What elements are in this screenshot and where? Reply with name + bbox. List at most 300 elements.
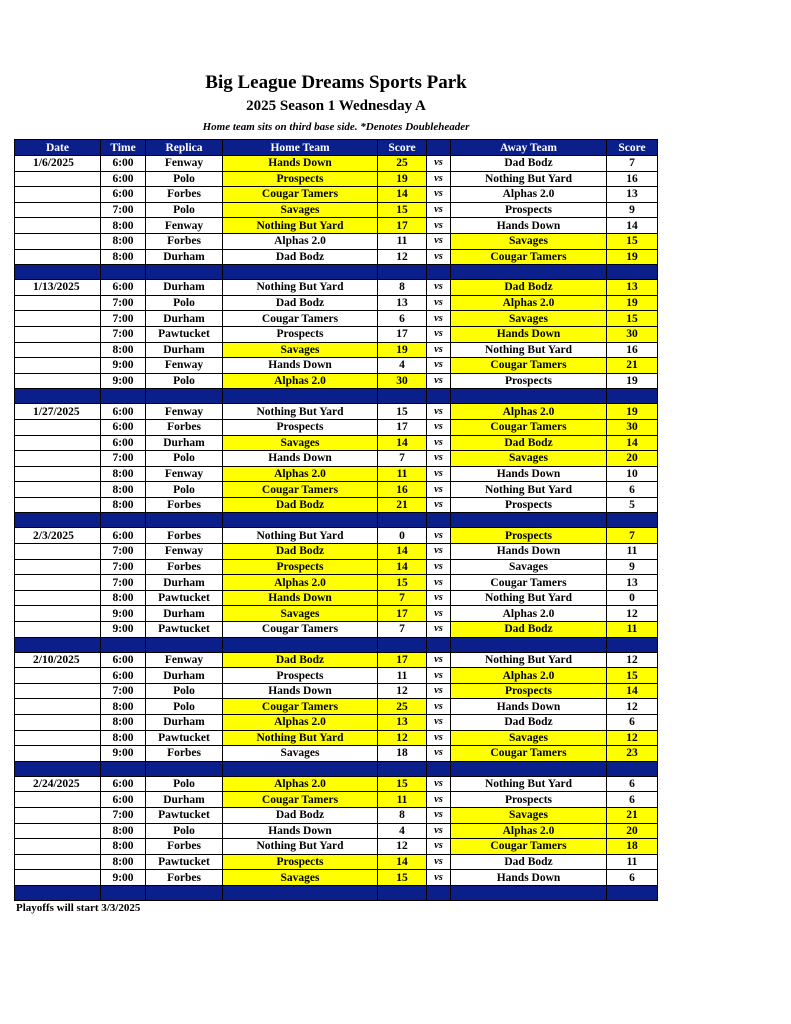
away-score-cell: 7 xyxy=(607,528,658,544)
week-separator xyxy=(15,513,658,528)
vs-cell: vs xyxy=(427,792,451,808)
vs-cell: vs xyxy=(427,544,451,560)
separator-cell xyxy=(451,389,607,404)
time-cell: 8:00 xyxy=(101,482,146,498)
separator-cell xyxy=(223,637,378,652)
replica-cell: Forbes xyxy=(146,419,223,435)
vs-cell: vs xyxy=(427,171,451,187)
vs-cell: vs xyxy=(427,342,451,358)
replica-cell: Forbes xyxy=(146,746,223,762)
date-cell: 2/24/2025 xyxy=(15,776,101,792)
vs-cell: vs xyxy=(427,683,451,699)
date-cell xyxy=(15,807,101,823)
time-cell: 6:00 xyxy=(101,668,146,684)
week-separator xyxy=(15,761,658,776)
separator-cell xyxy=(607,389,658,404)
date-cell xyxy=(15,683,101,699)
home-score-cell: 8 xyxy=(378,807,427,823)
header-date: Date xyxy=(15,140,101,156)
vs-cell: vs xyxy=(427,451,451,467)
time-cell: 6:00 xyxy=(101,776,146,792)
home-team-cell: Hands Down xyxy=(223,683,378,699)
replica-cell: Durham xyxy=(146,280,223,296)
away-score-cell: 13 xyxy=(607,280,658,296)
game-row xyxy=(15,202,658,218)
home-score-cell: 17 xyxy=(378,419,427,435)
separator-cell xyxy=(223,513,378,528)
replica-cell: Durham xyxy=(146,668,223,684)
time-cell: 9:00 xyxy=(101,373,146,389)
vs-cell: vs xyxy=(427,528,451,544)
time-cell: 6:00 xyxy=(101,435,146,451)
header-row xyxy=(15,140,658,156)
vs-cell: vs xyxy=(427,419,451,435)
time-cell: 6:00 xyxy=(101,280,146,296)
time-cell: 9:00 xyxy=(101,622,146,638)
separator-cell xyxy=(223,885,378,900)
separator-cell xyxy=(146,637,223,652)
game-row xyxy=(15,311,658,327)
away-score-cell: 6 xyxy=(607,792,658,808)
date-cell xyxy=(15,295,101,311)
time-cell: 7:00 xyxy=(101,451,146,467)
away-score-cell: 14 xyxy=(607,218,658,234)
time-cell: 9:00 xyxy=(101,870,146,886)
home-score-cell: 19 xyxy=(378,171,427,187)
separator-cell xyxy=(101,513,146,528)
game-row xyxy=(15,606,658,622)
home-team-cell: Savages xyxy=(223,746,378,762)
home-score-cell: 12 xyxy=(378,839,427,855)
separator-cell xyxy=(146,265,223,280)
away-score-cell: 0 xyxy=(607,590,658,606)
home-score-cell: 0 xyxy=(378,528,427,544)
home-score-cell: 17 xyxy=(378,652,427,668)
vs-cell: vs xyxy=(427,295,451,311)
home-score-cell: 14 xyxy=(378,544,427,560)
time-cell: 6:00 xyxy=(101,419,146,435)
game-row xyxy=(15,575,658,591)
home-team-cell: Dad Bodz xyxy=(223,497,378,513)
date-cell xyxy=(15,358,101,374)
replica-cell: Fenway xyxy=(146,652,223,668)
separator-cell xyxy=(101,885,146,900)
date-cell xyxy=(15,311,101,327)
home-team-cell: Nothing But Yard xyxy=(223,730,378,746)
home-score-cell: 14 xyxy=(378,435,427,451)
home-team-cell: Alphas 2.0 xyxy=(223,233,378,249)
home-team-cell: Prospects xyxy=(223,326,378,342)
home-team-cell: Alphas 2.0 xyxy=(223,373,378,389)
home-score-cell: 12 xyxy=(378,683,427,699)
away-score-cell: 20 xyxy=(607,451,658,467)
game-row xyxy=(15,652,658,668)
vs-cell: vs xyxy=(427,358,451,374)
date-cell xyxy=(15,668,101,684)
vs-cell: vs xyxy=(427,746,451,762)
home-team-cell: Prospects xyxy=(223,668,378,684)
away-score-cell: 11 xyxy=(607,854,658,870)
home-score-cell: 13 xyxy=(378,295,427,311)
away-score-cell: 6 xyxy=(607,482,658,498)
home-team-cell: Nothing But Yard xyxy=(223,528,378,544)
week-separator xyxy=(15,885,658,900)
replica-cell: Polo xyxy=(146,776,223,792)
away-team-cell: Nothing But Yard xyxy=(451,342,607,358)
separator-cell xyxy=(223,265,378,280)
time-cell: 7:00 xyxy=(101,202,146,218)
vs-cell: vs xyxy=(427,776,451,792)
home-team-cell: Hands Down xyxy=(223,358,378,374)
game-row xyxy=(15,683,658,699)
date-cell: 2/10/2025 xyxy=(15,652,101,668)
separator-cell xyxy=(451,513,607,528)
home-score-cell: 21 xyxy=(378,497,427,513)
date-cell xyxy=(15,342,101,358)
time-cell: 6:00 xyxy=(101,792,146,808)
game-row xyxy=(15,668,658,684)
home-score-cell: 14 xyxy=(378,187,427,203)
away-team-cell: Cougar Tamers xyxy=(451,839,607,855)
time-cell: 8:00 xyxy=(101,823,146,839)
vs-cell: vs xyxy=(427,311,451,327)
away-team-cell: Alphas 2.0 xyxy=(451,404,607,420)
away-score-cell: 12 xyxy=(607,699,658,715)
vs-cell: vs xyxy=(427,187,451,203)
date-cell xyxy=(15,559,101,575)
away-team-cell: Alphas 2.0 xyxy=(451,823,607,839)
away-team-cell: Nothing But Yard xyxy=(451,590,607,606)
replica-cell: Durham xyxy=(146,715,223,731)
away-team-cell: Cougar Tamers xyxy=(451,358,607,374)
replica-cell: Pawtucket xyxy=(146,590,223,606)
game-row xyxy=(15,544,658,560)
separator-cell xyxy=(15,265,101,280)
date-cell xyxy=(15,699,101,715)
away-team-cell: Alphas 2.0 xyxy=(451,606,607,622)
home-team-cell: Hands Down xyxy=(223,590,378,606)
away-team-cell: Nothing But Yard xyxy=(451,482,607,498)
game-row xyxy=(15,482,658,498)
home-team-cell: Cougar Tamers xyxy=(223,482,378,498)
home-score-cell: 6 xyxy=(378,311,427,327)
time-cell: 8:00 xyxy=(101,699,146,715)
away-team-cell: Dad Bodz xyxy=(451,715,607,731)
replica-cell: Pawtucket xyxy=(146,326,223,342)
away-team-cell: Prospects xyxy=(451,528,607,544)
away-score-cell: 6 xyxy=(607,870,658,886)
replica-cell: Pawtucket xyxy=(146,854,223,870)
home-score-cell: 15 xyxy=(378,870,427,886)
away-team-cell: Hands Down xyxy=(451,699,607,715)
away-team-cell: Cougar Tamers xyxy=(451,249,607,265)
home-team-cell: Alphas 2.0 xyxy=(223,466,378,482)
week-separator xyxy=(15,265,658,280)
separator-cell xyxy=(146,761,223,776)
vs-cell: vs xyxy=(427,699,451,715)
home-score-cell: 30 xyxy=(378,373,427,389)
replica-cell: Polo xyxy=(146,683,223,699)
home-score-cell: 14 xyxy=(378,854,427,870)
replica-cell: Polo xyxy=(146,451,223,467)
separator-cell xyxy=(378,885,427,900)
away-team-cell: Dad Bodz xyxy=(451,854,607,870)
separator-cell xyxy=(451,265,607,280)
away-team-cell: Cougar Tamers xyxy=(451,575,607,591)
game-row xyxy=(15,559,658,575)
separator-cell xyxy=(378,265,427,280)
away-team-cell: Cougar Tamers xyxy=(451,419,607,435)
date-cell xyxy=(15,854,101,870)
time-cell: 9:00 xyxy=(101,746,146,762)
home-score-cell: 17 xyxy=(378,606,427,622)
date-cell xyxy=(15,482,101,498)
home-team-cell: Nothing But Yard xyxy=(223,404,378,420)
game-row xyxy=(15,807,658,823)
home-team-cell: Savages xyxy=(223,202,378,218)
time-cell: 6:00 xyxy=(101,528,146,544)
away-team-cell: Hands Down xyxy=(451,466,607,482)
home-score-cell: 16 xyxy=(378,482,427,498)
date-cell xyxy=(15,187,101,203)
game-row xyxy=(15,715,658,731)
away-score-cell: 14 xyxy=(607,683,658,699)
vs-cell: vs xyxy=(427,559,451,575)
time-cell: 6:00 xyxy=(101,171,146,187)
vs-cell: vs xyxy=(427,854,451,870)
away-score-cell: 13 xyxy=(607,187,658,203)
vs-cell: vs xyxy=(427,497,451,513)
time-cell: 9:00 xyxy=(101,606,146,622)
home-score-cell: 4 xyxy=(378,358,427,374)
separator-cell xyxy=(378,637,427,652)
time-cell: 8:00 xyxy=(101,854,146,870)
header-replica: Replica xyxy=(146,140,223,156)
separator-cell xyxy=(101,265,146,280)
date-cell xyxy=(15,606,101,622)
separator-cell xyxy=(427,637,451,652)
game-row xyxy=(15,404,658,420)
home-score-cell: 11 xyxy=(378,792,427,808)
home-score-cell: 25 xyxy=(378,156,427,172)
away-team-cell: Prospects xyxy=(451,202,607,218)
home-team-cell: Nothing But Yard xyxy=(223,218,378,234)
home-score-cell: 17 xyxy=(378,326,427,342)
date-cell xyxy=(15,419,101,435)
replica-cell: Pawtucket xyxy=(146,622,223,638)
time-cell: 8:00 xyxy=(101,249,146,265)
vs-cell: vs xyxy=(427,652,451,668)
away-score-cell: 10 xyxy=(607,466,658,482)
week-separator xyxy=(15,637,658,652)
separator-cell xyxy=(427,761,451,776)
game-row xyxy=(15,280,658,296)
home-score-cell: 7 xyxy=(378,622,427,638)
header-time: Time xyxy=(101,140,146,156)
time-cell: 8:00 xyxy=(101,218,146,234)
time-cell: 6:00 xyxy=(101,652,146,668)
separator-cell xyxy=(607,761,658,776)
time-cell: 8:00 xyxy=(101,715,146,731)
away-team-cell: Dad Bodz xyxy=(451,622,607,638)
game-row xyxy=(15,326,658,342)
vs-cell: vs xyxy=(427,466,451,482)
separator-cell xyxy=(607,885,658,900)
header-away-team: Away Team xyxy=(451,140,607,156)
away-score-cell: 12 xyxy=(607,606,658,622)
time-cell: 8:00 xyxy=(101,466,146,482)
game-row xyxy=(15,792,658,808)
replica-cell: Forbes xyxy=(146,870,223,886)
home-score-cell: 8 xyxy=(378,280,427,296)
page-note: Home team sits on third base side. *Denotes Doubleheader xyxy=(202,121,470,133)
time-cell: 7:00 xyxy=(101,559,146,575)
away-team-cell: Nothing But Yard xyxy=(451,652,607,668)
replica-cell: Fenway xyxy=(146,156,223,172)
separator-cell xyxy=(427,885,451,900)
vs-cell: vs xyxy=(427,622,451,638)
separator-cell xyxy=(378,389,427,404)
away-score-cell: 18 xyxy=(607,839,658,855)
date-cell xyxy=(15,466,101,482)
game-row xyxy=(15,823,658,839)
away-score-cell: 6 xyxy=(607,715,658,731)
separator-cell xyxy=(101,761,146,776)
home-team-cell: Cougar Tamers xyxy=(223,792,378,808)
away-score-cell: 19 xyxy=(607,295,658,311)
vs-cell: vs xyxy=(427,435,451,451)
game-row xyxy=(15,171,658,187)
separator-cell xyxy=(451,637,607,652)
away-team-cell: Prospects xyxy=(451,373,607,389)
home-team-cell: Savages xyxy=(223,606,378,622)
separator-cell xyxy=(451,761,607,776)
home-team-cell: Prospects xyxy=(223,559,378,575)
date-cell xyxy=(15,730,101,746)
game-row xyxy=(15,466,658,482)
replica-cell: Fenway xyxy=(146,466,223,482)
page-subtitle: 2025 Season 1 Wednesday A xyxy=(246,98,426,114)
date-cell xyxy=(15,715,101,731)
separator-cell xyxy=(146,389,223,404)
replica-cell: Durham xyxy=(146,606,223,622)
time-cell: 9:00 xyxy=(101,358,146,374)
away-team-cell: Savages xyxy=(451,559,607,575)
schedule-body xyxy=(15,156,658,901)
replica-cell: Durham xyxy=(146,792,223,808)
date-cell: 1/27/2025 xyxy=(15,404,101,420)
away-score-cell: 7 xyxy=(607,156,658,172)
time-cell: 8:00 xyxy=(101,730,146,746)
game-row xyxy=(15,358,658,374)
home-team-cell: Savages xyxy=(223,342,378,358)
game-row xyxy=(15,528,658,544)
replica-cell: Forbes xyxy=(146,497,223,513)
date-cell xyxy=(15,590,101,606)
date-cell xyxy=(15,746,101,762)
date-cell xyxy=(15,792,101,808)
home-team-cell: Dad Bodz xyxy=(223,544,378,560)
replica-cell: Forbes xyxy=(146,187,223,203)
replica-cell: Pawtucket xyxy=(146,730,223,746)
vs-cell: vs xyxy=(427,870,451,886)
away-score-cell: 11 xyxy=(607,544,658,560)
home-team-cell: Savages xyxy=(223,870,378,886)
away-team-cell: Hands Down xyxy=(451,218,607,234)
date-cell: 2/3/2025 xyxy=(15,528,101,544)
date-cell xyxy=(15,622,101,638)
header-home-team: Home Team xyxy=(223,140,378,156)
separator-cell xyxy=(223,389,378,404)
header-home-score: Score xyxy=(378,140,427,156)
away-score-cell: 19 xyxy=(607,404,658,420)
home-score-cell: 19 xyxy=(378,342,427,358)
date-cell xyxy=(15,451,101,467)
home-team-cell: Prospects xyxy=(223,854,378,870)
time-cell: 7:00 xyxy=(101,544,146,560)
separator-cell xyxy=(607,265,658,280)
away-team-cell: Cougar Tamers xyxy=(451,746,607,762)
home-team-cell: Alphas 2.0 xyxy=(223,776,378,792)
home-team-cell: Dad Bodz xyxy=(223,652,378,668)
replica-cell: Fenway xyxy=(146,358,223,374)
away-team-cell: Dad Bodz xyxy=(451,435,607,451)
away-score-cell: 30 xyxy=(607,326,658,342)
home-score-cell: 12 xyxy=(378,249,427,265)
date-cell xyxy=(15,249,101,265)
replica-cell: Polo xyxy=(146,823,223,839)
time-cell: 8:00 xyxy=(101,497,146,513)
separator-cell xyxy=(146,513,223,528)
replica-cell: Polo xyxy=(146,171,223,187)
replica-cell: Polo xyxy=(146,482,223,498)
separator-cell xyxy=(427,265,451,280)
away-score-cell: 5 xyxy=(607,497,658,513)
home-team-cell: Nothing But Yard xyxy=(223,280,378,296)
away-score-cell: 11 xyxy=(607,622,658,638)
vs-cell: vs xyxy=(427,404,451,420)
game-row xyxy=(15,870,658,886)
away-score-cell: 9 xyxy=(607,202,658,218)
separator-cell xyxy=(451,885,607,900)
date-cell: 1/13/2025 xyxy=(15,280,101,296)
date-cell xyxy=(15,870,101,886)
home-score-cell: 4 xyxy=(378,823,427,839)
separator-cell xyxy=(101,389,146,404)
date-cell xyxy=(15,435,101,451)
home-team-cell: Prospects xyxy=(223,419,378,435)
home-team-cell: Cougar Tamers xyxy=(223,311,378,327)
replica-cell: Durham xyxy=(146,575,223,591)
replica-cell: Forbes xyxy=(146,528,223,544)
home-score-cell: 18 xyxy=(378,746,427,762)
time-cell: 7:00 xyxy=(101,326,146,342)
home-team-cell: Hands Down xyxy=(223,156,378,172)
date-cell xyxy=(15,839,101,855)
away-team-cell: Prospects xyxy=(451,497,607,513)
game-row xyxy=(15,187,658,203)
date-cell xyxy=(15,497,101,513)
vs-cell: vs xyxy=(427,823,451,839)
away-team-cell: Savages xyxy=(451,807,607,823)
vs-cell: vs xyxy=(427,807,451,823)
header-away-score: Score xyxy=(607,140,658,156)
away-team-cell: Hands Down xyxy=(451,544,607,560)
date-cell: 1/6/2025 xyxy=(15,156,101,172)
replica-cell: Polo xyxy=(146,295,223,311)
vs-cell: vs xyxy=(427,280,451,296)
away-score-cell: 15 xyxy=(607,233,658,249)
